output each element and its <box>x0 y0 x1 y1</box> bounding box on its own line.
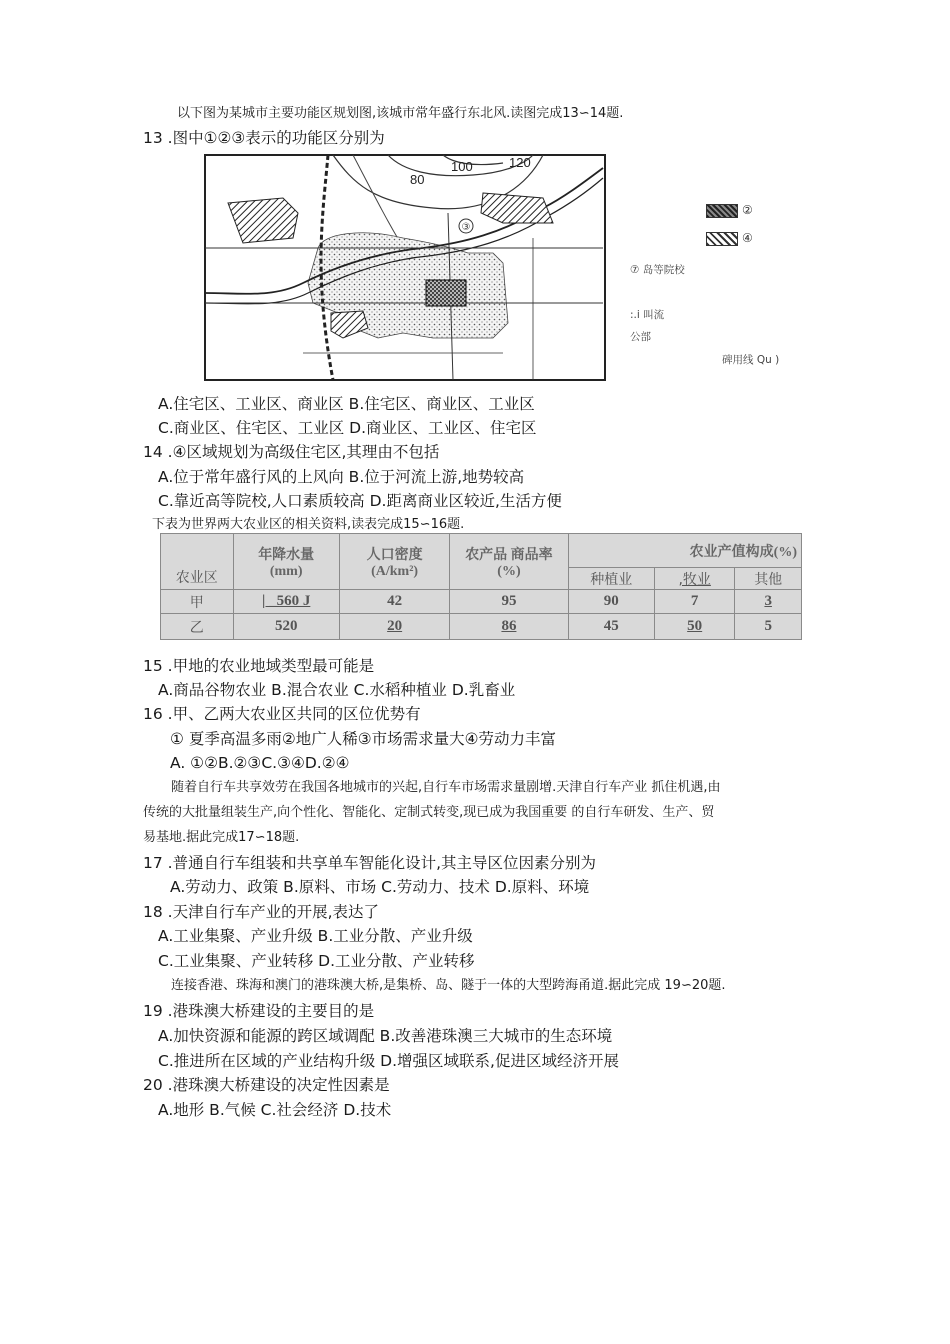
question-14-options-ab: A.位于常年盛行风的上风向 B.位于河流上游,地势较高 <box>158 468 525 486</box>
passage-17-18-line1: 随着自行车共享效劳在我国各地城市的兴起,自行车市场需求量剧增.天津自行车产业 抓住机遇,由 <box>171 780 721 795</box>
question-20-stem: 20 .港珠澳大桥建设的决定性因素是 <box>143 1076 390 1094</box>
question-19-options-cd: C.推进所在区域的产业结构升级 D.增强区域联系,促进区域经济开展 <box>158 1052 619 1070</box>
row1-other: 3 <box>735 590 802 614</box>
question-16-items: ① 夏季高温多雨②地广人稀③市场需求量大④劳动力丰富 <box>170 730 557 748</box>
question-14-options-cd: C.靠近高等院校,人口素质较高 D.距离商业区较近,生活方便 <box>158 492 562 510</box>
question-14-stem: 14 .④区域规划为高级住宅区,其理由不包括 <box>143 443 440 461</box>
header-other: 其他 <box>735 568 802 590</box>
question-16-stem: 16 .甲、乙两大农业区共同的区位优势有 <box>143 705 421 723</box>
row1-animal: 7 <box>654 590 734 614</box>
question-19-stem: 19 .港珠澳大桥建设的主要目的是 <box>143 1002 375 1020</box>
header-population <box>339 534 449 590</box>
question-17-stem: 17 .普通自行车组装和共享单车智能化设计,其主导区位因素分别为 <box>143 854 597 872</box>
row1-region: 甲 <box>161 590 234 614</box>
question-19-options-ab: A.加快资源和能源的跨区域调配 B.改善港珠澳三大城市的生态环境 <box>158 1027 613 1045</box>
row2-comm: 86 <box>450 614 568 640</box>
row2-pop: 20 <box>339 614 449 640</box>
row2-other: 5 <box>735 614 802 640</box>
legend-swatch-diagonal <box>706 232 738 246</box>
header-animal: ,牧业 <box>654 568 734 590</box>
map-marker-label: ③ <box>461 222 471 233</box>
legend-text-railway: 碑用线 Qu ) <box>722 354 780 366</box>
question-15-options: A.商品谷物农业 B.混合农业 C.水稻种植业 D.乳畜业 <box>158 681 516 699</box>
header-rainfall-label: 年降水量 <box>258 547 315 563</box>
contour-label-120: 120 <box>509 155 531 170</box>
question-18-options-cd: C.工业集聚、产业转移 D.工业分散、产业转移 <box>158 952 475 970</box>
legend-text-river: :.i 叫流 <box>630 309 665 321</box>
row2-region: 乙 <box>161 614 234 640</box>
header-crop: 种植业 <box>568 568 654 590</box>
row2-rain: 520 <box>233 614 339 640</box>
header-population-unit: (A/km²) <box>371 563 419 579</box>
legend-swatch-dense <box>706 204 738 218</box>
question-18-options-ab: A.工业集聚、产业升级 B.工业分散、产业升级 <box>158 927 473 945</box>
table-row <box>161 614 802 640</box>
header-commodity-rate <box>450 534 568 590</box>
row2-animal: 50 <box>654 614 734 640</box>
header-rainfall-unit: (mm) <box>269 563 303 579</box>
row1-comm: 95 <box>450 590 568 614</box>
row2-crop: 45 <box>568 614 654 640</box>
header-rainfall <box>233 534 339 590</box>
question-13-options-cd: C.商业区、住宅区、工业区 D.商业区、工业区、住宅区 <box>158 419 537 437</box>
header-region: 农业区 <box>161 534 234 590</box>
legend-text-road: 公部 <box>630 331 651 343</box>
intro-text-19-20: 连接香港、珠海和澳门的港珠澳大桥,是集桥、岛、隧于一体的大型跨海甬道.据此完成 19∽20题. <box>171 978 726 993</box>
intro-text-13-14: 以下图为某城市主要功能区规划图,该城市常年盛行东北风.读图完成13∽14题. <box>177 106 624 121</box>
header-output-structure: 农业产值构成(%) <box>568 534 801 568</box>
question-13-options-ab: A.住宅区、工业区、商业区 B.住宅区、商业区、工业区 <box>158 395 535 413</box>
contour-label-80: 80 <box>410 172 425 187</box>
question-17-options: A.劳动力、政策 B.原料、市场 C.劳动力、技术 D.原料、环境 <box>170 878 590 896</box>
question-13-stem: 13 .图中①②③表示的功能区分别为 <box>143 129 385 147</box>
passage-17-18-line3: 易基地.据此完成17∽18题. <box>143 830 300 845</box>
city-function-zone-map <box>203 153 608 383</box>
table-row <box>161 590 802 614</box>
legend-label-4: ④ <box>742 231 753 245</box>
agriculture-region-table <box>160 533 802 640</box>
header-commodity-unit: (%) <box>497 563 521 579</box>
header-population-label: 人口密度 <box>366 547 423 563</box>
question-15-stem: 15 .甲地的农业地域类型最可能是 <box>143 657 375 675</box>
legend-text-university: ⑦ 岛等院校 <box>630 264 685 276</box>
intro-text-15-16: 下表为世界两大农业区的相关资料,读表完成15∽16题. <box>152 517 465 532</box>
row1-crop: 90 <box>568 590 654 614</box>
question-16-options: A. ①②B.②③C.③④D.②④ <box>170 754 350 772</box>
row1-rain: | _560 J <box>233 590 339 614</box>
question-20-options: A.地形 B.气候 C.社会经济 D.技术 <box>158 1101 392 1119</box>
header-commodity-label: 农产品 商品率 <box>465 547 553 563</box>
passage-17-18-line2: 传统的大批量组装生产,向个性化、智能化、定制式转变,现已成为我国重要 的自行车研发、生产、贸 <box>143 805 715 820</box>
contour-label-100: 100 <box>451 159 473 174</box>
legend-label-2: ② <box>742 203 753 217</box>
question-18-stem: 18 .天津自行车产业的开展,表达了 <box>143 903 380 921</box>
row1-pop: 42 <box>339 590 449 614</box>
